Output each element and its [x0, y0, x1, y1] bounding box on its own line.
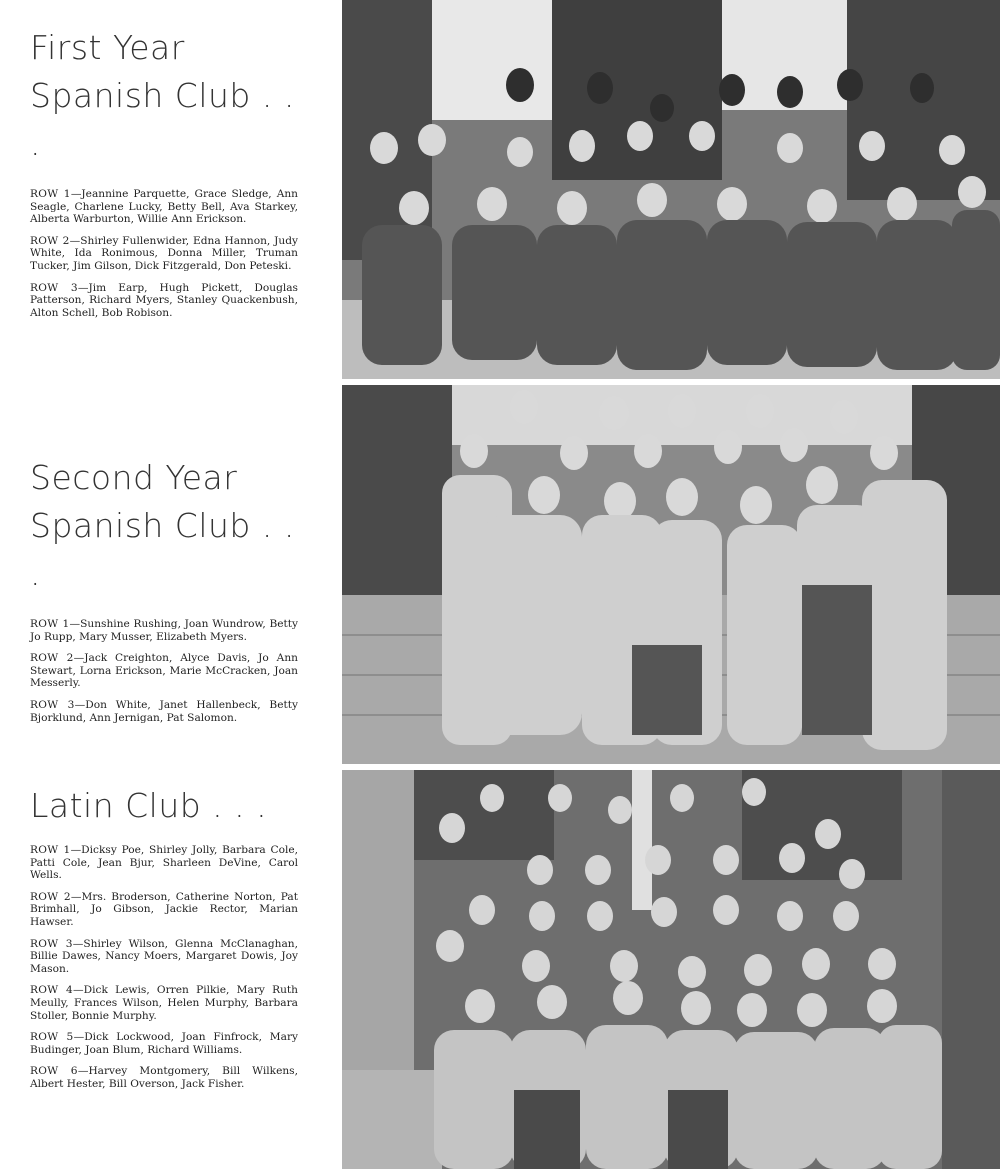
roster-row: ROW 2—Shirley Fullenwider, Edna Hannon, Judy White, Ida Ronimous, Donna Miller, Truman Tucker, Jim Gilson, Dick Fitzgerald, Don Peteski. — [30, 234, 298, 272]
title-line-2: Spanish Club . . . — [30, 506, 295, 593]
group-photo-first-year-spanish — [342, 0, 1000, 381]
roster-row: ROW 1—Dicksy Poe, Shirley Jolly, Barbara Cole, Patti Cole, Jean Bjur, Sharleen DeVine, Carol Wells. — [30, 844, 298, 882]
roster-row: ROW 1—Jeannine Parquette, Grace Sledge, Ann Seagle, Charlene Lucky, Betty Bell, Ava Starkey, Alberta Warburton, Willie Ann Erickson. — [30, 188, 298, 226]
roster-row: ROW 3—Shirley Wilson, Glenna McClanaghan, Billie Dawes, Nancy Moers, Margaret Dowis, Joy Mason. — [30, 937, 298, 975]
roster-row: ROW 3—Jim Earp, Hugh Pickett, Douglas Patterson, Richard Myers, Stanley Quackenbush, Alton Schell, Bob Robison. — [30, 281, 298, 319]
group-photo-second-year-spanish — [342, 385, 1000, 765]
title-line-1: First Year — [30, 28, 185, 67]
section-title — [30, 782, 298, 830]
title-line-1: Latin Club . . . — [30, 786, 268, 825]
roster-row: ROW 6—Harvey Montgomery, Bill Wilkens, Albert Hester, Bill Overson, Jack Fisher. — [30, 1065, 298, 1090]
group-photo-latin-club — [342, 770, 1000, 1169]
roster — [30, 618, 298, 724]
roster — [30, 844, 298, 1091]
section-second-year-spanish — [30, 454, 298, 733]
title-line-2: Spanish Club . . . — [30, 76, 295, 163]
roster-row: ROW 4—Dick Lewis, Orren Pilkie, Mary Ruth Meully, Frances Wilson, Helen Murphy, Barbara Stoller, Bonnie Murphy. — [30, 984, 298, 1022]
roster — [30, 188, 298, 319]
section-title — [30, 454, 298, 598]
photo-image — [342, 385, 1000, 765]
roster-row: ROW 5—Dick Lockwood, Joan Finfrock, Mary Budinger, Joan Blum, Richard Williams. — [30, 1031, 298, 1056]
roster-row: ROW 2—Mrs. Broderson, Catherine Norton, Pat Brimhall, Jo Gibson, Jackie Rector, Marian Hawser. — [30, 890, 298, 928]
roster-row: ROW 2—Jack Creighton, Alyce Davis, Jo Ann Stewart, Lorna Erickson, Marie McCracken, Joan Messerly. — [30, 652, 298, 690]
photo-image — [342, 770, 1000, 1169]
photo-image — [342, 0, 1000, 381]
section-title — [30, 24, 298, 168]
roster-row: ROW 3—Don White, Janet Hallenbeck, Betty Bjorklund, Ann Jernigan, Pat Salomon. — [30, 698, 298, 724]
roster-row: ROW 1—Sunshine Rushing, Joan Wundrow, Betty Jo Rupp, Mary Musser, Elizabeth Myers. — [30, 618, 298, 643]
title-line-1: Second Year — [30, 458, 238, 497]
section-first-year-spanish — [30, 24, 298, 328]
section-latin-club — [30, 782, 298, 1100]
